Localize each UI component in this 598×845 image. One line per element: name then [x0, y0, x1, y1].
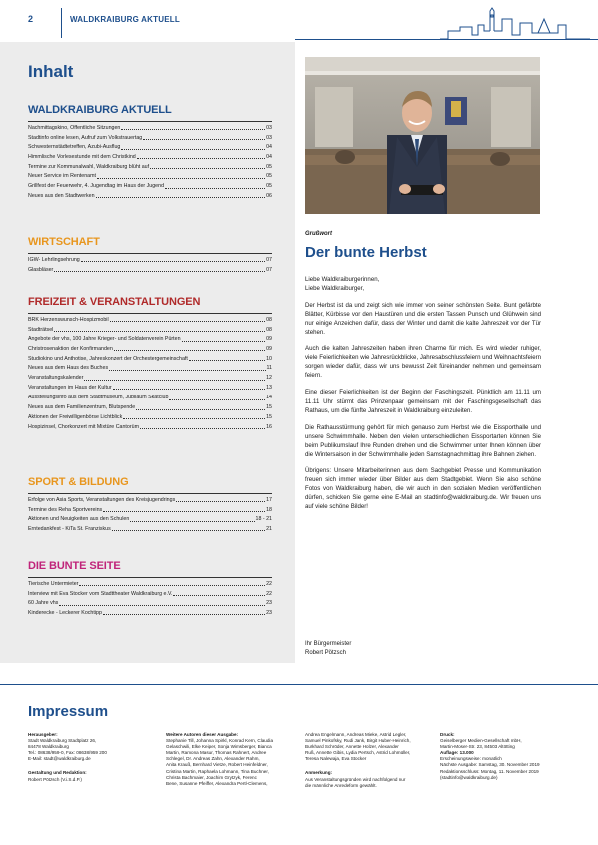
toc-entry[interactable]: [28, 424, 272, 430]
toc-entry-title: Grillfest der Feuerwehr, 4. Jugendtag im Haus der Jugend: [28, 183, 165, 190]
toc-entry[interactable]: [28, 516, 272, 522]
impressum-line: E-Mail: stadt@waldkraiburg.de: [28, 756, 91, 762]
closing: Ihr Bürgermeister: [305, 641, 352, 647]
impressum-label: Gestaltung und Redaktion:: [28, 770, 87, 776]
toc-page-number: 11: [266, 365, 272, 372]
mayor-photo: [305, 57, 540, 214]
toc-entry[interactable]: [28, 183, 272, 189]
toc-entry[interactable]: [28, 356, 272, 362]
toc-dot-leader: [110, 321, 265, 322]
article-body: [305, 276, 541, 520]
toc-dot-leader: [123, 418, 265, 419]
city-skyline-logo: [440, 5, 590, 41]
toc-dot-leader: [121, 129, 265, 130]
impressum-line: Tel.: 08638/959-0, Fax: 08638/959 200: [28, 750, 107, 756]
impressum-title: Impressum: [28, 703, 109, 720]
toc-page-number: 15: [266, 413, 272, 420]
impressum-line: Teresa Nalewaja, Eva Stocker: [305, 756, 367, 762]
toc-entry-title: Neuer Service im Rentenamt: [28, 173, 97, 180]
toc-dot-leader: [109, 370, 265, 371]
toc-entry-title: Stadtinfo online lesen, Aufruf zum Volkstrauertag: [28, 134, 143, 141]
toc-entry-title: Veranstaltungskalender: [28, 375, 84, 382]
impressum-print: [440, 732, 580, 781]
toc-entry[interactable]: [28, 154, 272, 160]
toc-page-number: 18 - 21: [255, 516, 272, 523]
toc-page-number: 07: [266, 257, 272, 263]
toc-entry[interactable]: [28, 365, 272, 371]
toc-entry[interactable]: [28, 497, 272, 503]
toc-dot-leader: [112, 530, 265, 531]
toc-section-freizeit: [28, 296, 272, 433]
toc-page-number: 22: [266, 581, 272, 587]
toc-entry[interactable]: [28, 581, 272, 587]
toc-entry[interactable]: [28, 173, 272, 179]
impressum-label: Herausgeber:: [28, 732, 58, 737]
toc-page-number: 15: [266, 404, 272, 411]
toc-page-number: 16: [266, 423, 272, 430]
toc-entry[interactable]: [28, 507, 272, 513]
toc-page-number: 09: [266, 346, 272, 353]
header-divider: [61, 8, 62, 38]
toc-dot-leader: [84, 380, 265, 381]
impressum-line: Burkhard Schröder, Annette Holzer, Alexander: [305, 744, 399, 750]
impressum-line: Nächste Ausgabe: Samstag, 30. November 2019: [440, 762, 540, 768]
impressum-line: (stadtinfo@waldkraiburg.de): [440, 774, 498, 780]
toc-dot-leader: [173, 595, 265, 596]
impressum-line: Christa Bachmaier, Joachim Grytzyk, Ferenc: [166, 774, 257, 780]
impressum-line: Geiselberger Medien-Gesellschaft mbH,: [440, 738, 522, 744]
impressum-line: Martin-Moser-Str. 23, 84503 Altötting: [440, 744, 515, 750]
toc-page-number: 05: [266, 163, 272, 170]
toc-entry-title: Studiokino und Anthotise, Jahreskonzert der Orchestergemeinschaft: [28, 355, 188, 362]
toc-page-number: 04: [266, 154, 272, 161]
toc-dot-leader: [169, 399, 265, 400]
toc-dot-leader: [165, 188, 265, 189]
toc-page-number: 04: [266, 144, 272, 151]
toc-section-sport-bildung: [28, 476, 272, 536]
toc-entry-title: Hospizinsel, Chorkonzert mit Mixtüre Cantorüm: [28, 423, 139, 430]
impressum-line: 84478 Waldkraiburg: [28, 744, 69, 750]
article-title: Der bunte Herbst: [305, 244, 427, 261]
toc-dot-leader: [96, 197, 266, 198]
toc-entry[interactable]: [28, 193, 272, 199]
impressum-line: Schlegel, Dr. Andreas Zahn, Alexander Rahm,: [166, 756, 260, 762]
toc-entry[interactable]: [28, 327, 272, 333]
toc-entry[interactable]: [28, 267, 272, 273]
toc-entry[interactable]: [28, 135, 272, 141]
toc-section-heading: WALDKRAIBURG AKTUELL: [28, 104, 172, 116]
page-number: 2: [28, 14, 34, 24]
toc-entry[interactable]: [28, 404, 272, 410]
toc-entry[interactable]: [28, 526, 272, 532]
impressum-label: Weitere Autoren dieser Ausgabe:: [166, 732, 239, 737]
toc-page-number: 23: [266, 610, 272, 617]
toc-page-number: 21: [266, 526, 272, 533]
toc-entry-title: Termine des Reha Sportvereins: [28, 506, 103, 513]
section-rule: [28, 493, 272, 494]
toc-page-number: 17: [266, 497, 272, 503]
section-rule: [28, 577, 272, 578]
salutation: Liebe Waldkraiburger,: [305, 284, 365, 292]
toc-dot-leader: [79, 585, 265, 586]
toc-dot-leader: [54, 271, 265, 272]
toc-entry-title: Neues aus den Stadtwerken: [28, 192, 95, 199]
toc-entry[interactable]: [28, 600, 272, 606]
toc-entry[interactable]: [28, 414, 272, 420]
impressum-line: Aus Veranstaltungsgründen wird nachfolgend nur: [305, 776, 406, 782]
toc-entry-title: IGW- Lehrlingsehrung: [28, 257, 80, 263]
toc-entry-title: Tierische Untermieter: [28, 581, 79, 587]
impressum-publisher: [28, 732, 153, 783]
toc-dot-leader: [176, 501, 265, 502]
toc-dot-leader: [137, 158, 265, 159]
toc-entry-title: Ausstellungsinfo aus dem Stadtmuseum, Jubiläum Skatclub: [28, 394, 169, 401]
toc-entry-title: Termine zur Kommunalwahl, Waldkraiburg blüht auf: [28, 163, 150, 170]
toc-page-number: 08: [266, 326, 272, 333]
toc-section-heading: DIE BUNTE SEITE: [28, 560, 121, 572]
toc-entry-title: Schwesternstädtetreffen, Azubi-Ausflug: [28, 144, 121, 151]
toc-dot-leader: [103, 511, 265, 512]
impressum-label: Druck:: [440, 732, 455, 737]
impressum-line: Gelaschwili, Elke Keiper, Sonja Wimsberger, Bianca: [166, 744, 272, 750]
toc-page-number: 07: [266, 266, 272, 273]
toc-page-number: 18: [266, 506, 272, 513]
impressum-line: Anita Krauß, Bernhard Vietze, Robert Heinfeldner,: [166, 762, 268, 768]
toc-dot-leader: [121, 149, 265, 150]
toc-entry-title: Christrosenaktion der Konfirmanden: [28, 346, 113, 353]
toc-page-number: 10: [266, 355, 272, 362]
toc-dot-leader: [113, 389, 265, 390]
toc-dot-leader: [143, 139, 265, 140]
toc-page-number: 22: [266, 590, 272, 597]
toc-dot-leader: [182, 341, 266, 342]
toc-page-number: 13: [266, 384, 272, 391]
toc-entry-title: Glasbläser: [28, 266, 54, 273]
toc-entry-title: Veranstaltungen im Haus der Kultur: [28, 384, 112, 391]
toc-page-number: 09: [266, 336, 272, 343]
toc-entry[interactable]: [28, 375, 272, 381]
toc-entry-title: Stadträtsel: [28, 326, 54, 333]
header-title: WALDKRAIBURG AKTUELL: [70, 15, 180, 24]
toc-entry-title: Interview mit Eva Stocker vom Stadttheater Waldkraiburg e.V.: [28, 590, 173, 597]
impressum-line: Stephanie Till, Johanna Spirkl, Konrad Kern, Claudia: [166, 738, 273, 744]
article-paragraph: Der Herbst ist da und zeigt sich wie immer von seiner schönsten Seite. Bunt gefärbte Blätter, Kürbisse vor den Haustüren und die ersten Tassen Punsch und Glühwein sind nur einige Anzeichen dafür, dass der Winter und damit die kalte Jahreszeit vor der Tür stehen.: [305, 301, 541, 336]
toc-page-number: 14: [266, 394, 272, 401]
toc-dot-leader: [150, 168, 265, 169]
toc-page-number: 06: [266, 192, 272, 199]
toc-page-number: 12: [266, 375, 272, 382]
toc-dot-leader: [97, 178, 265, 179]
toc-section-heading: SPORT & BILDUNG: [28, 476, 129, 488]
toc-page-number: 03: [266, 134, 272, 141]
toc-entry[interactable]: [28, 346, 272, 352]
page-header: [0, 0, 598, 42]
toc-page-number: 03: [266, 125, 272, 131]
toc-entry-title: Aktionen der Freiwilligenbörse Lichtblick: [28, 413, 123, 420]
toc-entry[interactable]: [28, 144, 272, 150]
toc-entry-title: Neues aus dem Haus des Buches: [28, 365, 109, 372]
toc-entry-title: Neues aus dem Familienzentrum, Blutspende: [28, 404, 136, 411]
toc-entry[interactable]: [28, 164, 272, 170]
signature-name: Robert Pötzsch: [305, 649, 347, 656]
toc-page-number: 23: [266, 600, 272, 607]
toc-dot-leader: [103, 614, 265, 615]
impressum-line: Erscheinungsweise: monatlich: [440, 756, 502, 762]
toc-entry[interactable]: [28, 385, 272, 391]
section-rule: [28, 253, 272, 254]
impressum-authors: [166, 732, 294, 787]
toc-dot-leader: [189, 360, 265, 361]
toc-entry[interactable]: [28, 125, 272, 131]
toc-dot-leader: [81, 261, 265, 262]
toc-page-number: 05: [266, 183, 272, 190]
toc-dot-leader: [140, 428, 265, 429]
impressum-authors-cont: [305, 732, 427, 789]
impressum-rule: [0, 684, 598, 685]
article-kicker: Grußwort: [305, 231, 332, 237]
toc-entry[interactable]: [28, 317, 272, 323]
toc-dot-leader: [114, 350, 265, 351]
impressum-label: Anmerkung:: [305, 770, 333, 776]
toc-entry-title: 60 Jahre vhs: [28, 600, 59, 607]
toc-entry-title: Kinderecke - Leckerer Kochtipp: [28, 610, 102, 617]
article-paragraph: Die Rathausstürmung gehört für mich genauso zum Herbst wie die Eissporthalle und unsere Schwimmhalle. Neben den vielen unterschiedlichen Eissportarten können Sie beim Publikumslauf Ihre Runden drehen und die Schwimmer unter Ihnen können über die Wintersaison in der Schwimmhalle jeden Samstagnachmittag ihre Bahnen ziehen.: [305, 423, 541, 458]
article-paragraph: Auch die kalten Jahreszeiten haben ihren Charme für mich. Es wird wieder ruhiger, viele Feierlichkeiten wie Jahresrückblicke, Jahresabschlussfeiern und Weihnachtsfeiern sorgen wieder dafür, dass wir uns bewusst Zeit füreinander nehmen und gemeinsam feiern.: [305, 345, 541, 380]
impressum-line: Cristina Martin, Raphaela Lohmann, Tina Buchner,: [166, 768, 269, 774]
toc-section-heading: FREIZEIT & VERANSTALTUNGEN: [28, 296, 201, 308]
toc-section-heading: WIRTSCHAFT: [28, 236, 100, 248]
toc-dot-leader: [130, 521, 254, 522]
section-rule: [28, 121, 272, 122]
impressum-line: die männliche Anredeform gewählt.: [305, 782, 377, 788]
impressum-label: Auflage: 13.000: [440, 750, 474, 756]
impressum-line: Samuel Pinkofsky, Rudi Jank, Birgit Huber-Heinrich,: [305, 738, 411, 744]
impressum-line: Redaktionsschluss: Montag, 11. November 2019: [440, 768, 539, 774]
toc-section-waldkraiburg-aktuell: [28, 104, 272, 203]
toc-entry-title: BRK Herzenswunsch-Hospizmobil: [28, 317, 109, 323]
toc-title: Inhalt: [28, 62, 74, 81]
impressum-line: Stadt Waldkraiburg Stadtplatz 26,: [28, 738, 97, 744]
article-paragraph: Eine dieser Feierlichkeiten ist der Beginn der Faschingszeit. Pünktlich am 11.11 um 11.11 Uhr stürmt das Prinzenpaar gemeinsam mit der Faschingsgesellschaft das Rathaus, um die fünfte Jahreszeit in Waldkraiburg einzuleiten.: [305, 389, 541, 414]
impressum-line: Ruß, Annette Gibis, Lydia Pertsch, Astrid Lohmüller,: [305, 750, 411, 756]
article-paragraph: Übrigens: Unsere Mitarbeiterinnen aus dem Sachgebiet Presse und Kommunikation freuen sich immer wieder über Bilder aus dem Stadtgebiet. Wenn Sie also schöne Fotos von Waldkraiburg haben, die wir auch in den sozialen Medien veröffentlichen dürfen, schicken Sie gerne eine E-Mail an stadtinfo@waldkraiburg.de. Wir freuen uns auf viele schöne Bilder!: [305, 467, 541, 511]
toc-entry[interactable]: [28, 395, 272, 401]
impressum-line: Bene, Susanne Pfeiffer, Alexandra Pertl-Clemens,: [166, 780, 268, 786]
toc-entry-title: Aktionen und Neuigkeiten aus den Schulen: [28, 516, 130, 523]
toc-entry-title: Nachmittagskino, Öffentliche Sitzungen: [28, 125, 121, 131]
toc-entry[interactable]: [28, 257, 272, 263]
toc-entry-title: Erntedankfest - KiTa St. Franziskus: [28, 526, 111, 533]
toc-dot-leader: [54, 331, 265, 332]
toc-dot-leader: [59, 605, 265, 606]
toc-entry[interactable]: [28, 610, 272, 616]
salutation: Liebe Waldkraiburgerinnen,: [305, 276, 380, 283]
toc-entry[interactable]: [28, 336, 272, 342]
toc-entry-title: Angebote der vhs, 100 Jahre Krieger- und Soldatenverein Pürten: [28, 336, 181, 343]
toc-page-number: 05: [266, 173, 272, 180]
toc-dot-leader: [136, 409, 265, 410]
toc-entry-title: Erfolge von Asia Sports, Veranstaltungen des Kreisjugendrings: [28, 497, 176, 503]
toc-page-number: 08: [266, 317, 272, 323]
toc-entry-title: Himmlische Vorlesestunde mit dem Christkind: [28, 154, 136, 161]
section-rule: [28, 313, 272, 314]
impressum-line: Robert Pötzsch (V.i.S.d.P.): [28, 776, 82, 782]
toc-section-wirtschaft: [28, 236, 272, 276]
toc-entry[interactable]: [28, 591, 272, 597]
toc-section-bunte-seite: [28, 560, 272, 620]
impressum-line: Andrea Engelmann, Andreas Mieke, Astrid Legler,: [305, 732, 407, 737]
signature-block: [305, 640, 351, 657]
impressum-line: Martin, Ramona Masur, Thomas Rahnert, Andree: [166, 750, 267, 756]
